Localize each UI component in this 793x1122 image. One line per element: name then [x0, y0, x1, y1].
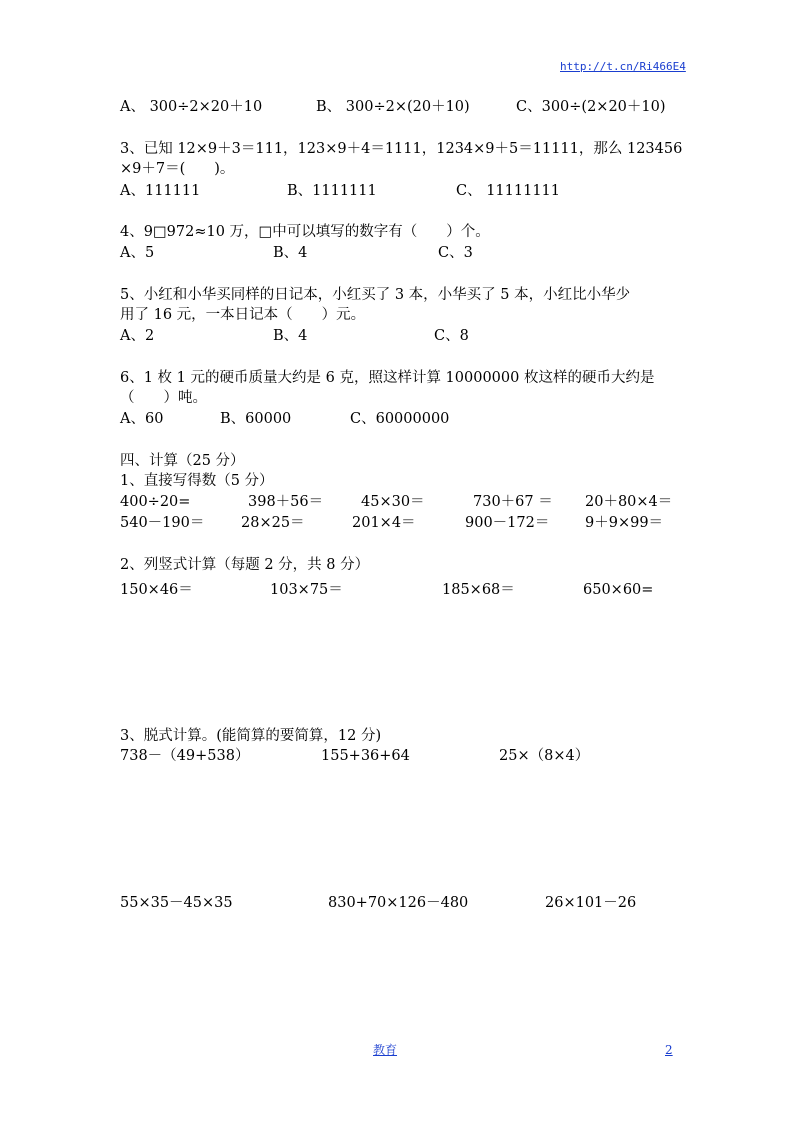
mental-calc-item: 400÷20=: [120, 494, 191, 510]
stepwise-calc-item: 26×101－26: [545, 895, 637, 911]
q3-text-line2: ×9＋7＝( )。: [120, 161, 235, 177]
q5-option-c: C、8: [434, 328, 469, 344]
mental-calc-item: 900－172＝: [465, 515, 550, 531]
stepwise-calc-item: 738－（49+538）: [120, 748, 250, 764]
stepwise-calc-item: 25×（8×4）: [499, 748, 590, 764]
mental-calc-item: 28×25＝: [241, 515, 305, 531]
page-number[interactable]: 2: [665, 1043, 673, 1057]
q4-option-c: C、3: [438, 245, 473, 261]
part2-title: 2、列竖式计算（每题 2 分，共 8 分）: [120, 557, 370, 573]
vertical-calc-item: 103×75＝: [270, 582, 343, 598]
header-url-link[interactable]: http://t.cn/Ri466E4: [560, 60, 686, 73]
q5-option-a: A、2: [120, 328, 155, 344]
section4-title: 四、计算（25 分）: [120, 453, 245, 469]
vertical-calc-item: 150×46＝: [120, 582, 193, 598]
mental-calc-item: 540－190＝: [120, 515, 205, 531]
q3-option-a: A、111111: [120, 183, 201, 199]
q3-option-b: B、1111111: [287, 183, 377, 199]
footer-link[interactable]: 教育: [373, 1043, 398, 1057]
q6-text-line2: （ ）吨。: [120, 390, 207, 406]
part1-title: 1、直接写得数（5 分）: [120, 473, 274, 489]
q6-text-line1: 6、1 枚 1 元的硬币质量大约是 6 克，照这样计算 10000000 枚这样的硬币大约是: [120, 370, 655, 386]
stepwise-calc-item: 155+36+64: [321, 748, 410, 764]
q3-text-line1: 3、已知 12×9＋3＝111，123×9＋4＝1111，1234×9＋5＝11111，那么 123456: [120, 141, 683, 157]
q4-option-a: A、5: [120, 245, 155, 261]
mental-calc-item: 730＋67 ＝: [473, 494, 553, 510]
q6-option-b: B、60000: [220, 411, 292, 427]
vertical-calc-item: 650×60=: [583, 582, 654, 598]
q6-option-c: C、60000000: [350, 411, 450, 427]
q5-option-b: B、4: [273, 328, 308, 344]
q4-option-b: B、4: [273, 245, 308, 261]
q2-option-c: C、300÷(2×20＋10): [516, 99, 666, 115]
q3-option-c: C、 11111111: [456, 183, 561, 199]
vertical-calc-item: 185×68＝: [442, 582, 515, 598]
mental-calc-item: 398＋56＝: [248, 494, 324, 510]
stepwise-calc-item: 830+70×126－480: [328, 895, 469, 911]
q5-text-line2: 用了 16 元，一本日记本（ ）元。: [120, 307, 366, 323]
stepwise-calc-item: 55×35－45×35: [120, 895, 233, 911]
mental-calc-item: 45×30＝: [361, 494, 425, 510]
q2-option-b: B、 300÷2×(20＋10): [316, 99, 470, 115]
mental-calc-item: 20＋80×4＝: [585, 494, 673, 510]
q6-option-a: A、60: [120, 411, 164, 427]
part3-title: 3、脱式计算。(能简算的要简算，12 分): [120, 728, 382, 744]
mental-calc-item: 201×4＝: [352, 515, 416, 531]
q5-text-line1: 5、小红和小华买同样的日记本，小红买了 3 本，小华买了 5 本，小红比小华少: [120, 287, 631, 303]
q4-text: 4、9□972≈10 万，□中可以填写的数字有（ ）个。: [120, 224, 490, 240]
q2-option-a: A、 300÷2×20＋10: [120, 99, 263, 115]
mental-calc-item: 9＋9×99＝: [585, 515, 664, 531]
